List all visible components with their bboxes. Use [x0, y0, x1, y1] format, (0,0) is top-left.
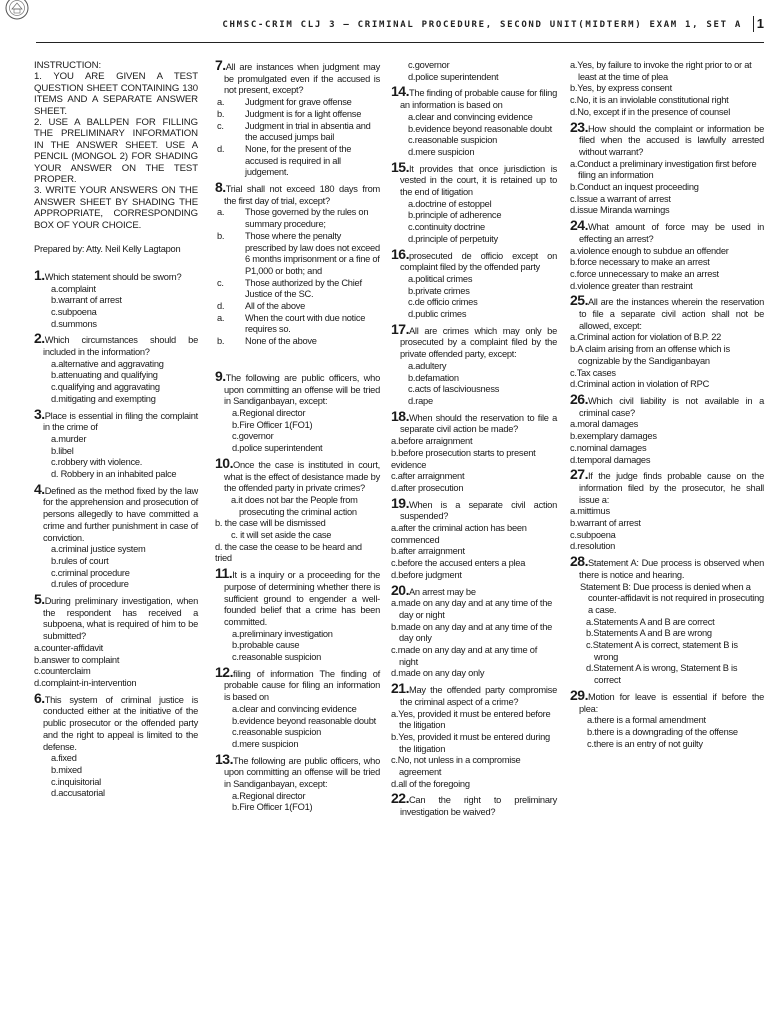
answer-option: b.Yes, provided it must be entered during the litigation [391, 731, 550, 754]
question-stem [391, 494, 557, 523]
answer-option: a.Yes, by failure to invoke the right prior to or at least at the time of plea [570, 60, 752, 82]
option-letter: b. [217, 336, 225, 347]
instruction-line: 1. YOU ARE GIVEN A TEST QUESTION SHEET CONTAINING 130 ITEMS AND A SEPARATE ANSWER SHEET. [34, 71, 198, 117]
answer-option [215, 144, 380, 179]
answer-option: b.force necessary to make an arrest [570, 257, 710, 268]
answer-option: b.defamation [408, 372, 459, 383]
question-stem [215, 179, 380, 207]
question-22-continued [570, 60, 764, 119]
question-text: Trial shall not exceed 180 days from the first day of trial, except? [224, 184, 380, 206]
answer-option: d.summons [51, 318, 97, 329]
question-8 [215, 179, 380, 348]
answer-option: a.political crimes [408, 273, 473, 284]
question-text: All are the instances wherein the reservation to file a separate civil action shall not be allowed, except: [579, 297, 764, 331]
question-number: 2. [34, 330, 45, 347]
question-text: All are instances when judgment may be promulgated even if the accused is not present, except? [224, 62, 380, 96]
answer-option [215, 109, 380, 121]
answer-option: a.Criminal action for violation of B.P. 22 [570, 332, 722, 343]
question-text: Defined as the method fixed by the law for the apprehension and prosecution of persons allegedly to have committed a crime and further punishment in case of conviction. [43, 485, 198, 543]
answer-option: a.made on any day and at any time of the day or night [391, 598, 553, 620]
question-number: 22. [391, 790, 409, 807]
question-stem [215, 565, 380, 629]
answer-option: a.clear and convincing evidence [408, 111, 533, 122]
question-text: It provides that once jurisdiction is vested in the court, it is retained up to the end of litigation [400, 163, 557, 198]
question-number: 1. [34, 266, 45, 283]
answer-option: c.No, it is an inviolable constitutional right [570, 95, 729, 106]
answer-option: b.Fire Officer 1(FO1) [232, 802, 313, 813]
question-stem [391, 83, 557, 111]
instruction-line: 2. USE A BALLPEN FOR FILLING THE PRELIMINARY INFORMATION IN THE ANSWER SHEET. USE A PENCIL (MONGOL 2) FOR SHADING YOUR ANSWER ON THE TEST PROPER. [34, 117, 198, 186]
answer-option: b.Statements A and B are wrong [586, 628, 712, 639]
question-number: 4. [34, 480, 45, 497]
answer-option: c.inquisitorial [51, 776, 101, 787]
answer-option: b.attenuating and qualifying [51, 370, 158, 381]
question-stem [570, 217, 764, 245]
question-text: If the judge finds probable cause on the information filed by the prosecutor, he shall issue a: [579, 471, 764, 505]
answer-option [215, 231, 380, 278]
answer-option: c.Tax cases [570, 367, 616, 378]
answer-option: d. Robbery in an inhabited palce [51, 469, 177, 480]
answer-option: c.continuity doctrine [408, 222, 485, 233]
question-23 [570, 118, 764, 218]
question-stem [34, 689, 198, 754]
answer-option: d.before judgment [391, 569, 462, 580]
answer-option: c.force unnecessary to make an arrest [570, 268, 719, 279]
question-1 [34, 266, 198, 331]
answer-option: d.mere suspicion [232, 738, 299, 749]
question-stem [391, 680, 557, 708]
option-letter: a. [217, 312, 225, 323]
answer-option: d.rape [408, 395, 433, 406]
question-text: The finding of probable cause for filing an information is based on [400, 88, 557, 111]
question-text: All are crimes which may only be prosecuted by a complaint filed by the private offended party, except: [400, 325, 557, 360]
question-12 [215, 663, 380, 751]
question-stem [215, 750, 380, 791]
question-27 [570, 466, 764, 553]
question-number: 24. [570, 217, 588, 234]
question-text: What amount of force may be used in effecting an arrest? [579, 222, 764, 244]
question-number: 13. [215, 750, 233, 767]
answer-option: b.warrant of arrest [570, 518, 641, 529]
answer-option: c.de officio crimes [408, 297, 478, 308]
answer-option: a.clear and convincing evidence [232, 703, 357, 714]
question-text: How should the complaint or information be filed when the accused is lawfully arrested without warrant? [579, 123, 764, 157]
answer-option: d.after prosecution [391, 482, 464, 493]
question-text-second-statement: Statement B: Due process is denied when a counter-affidavit is not required in prosecuting a case. [580, 581, 764, 615]
answer-option: b.A claim arising from an offense which is cognizable by the Sandiganbayan [570, 344, 730, 366]
question-stem [391, 790, 557, 818]
answer-option: b.warrant of arrest [51, 295, 122, 306]
answer-option: a.mittimus [570, 506, 610, 517]
question-number: 12. [215, 663, 233, 680]
answer-option: c.subpoena [51, 306, 97, 317]
question-stem [391, 245, 557, 274]
option-letter: c. [217, 277, 224, 288]
question-16 [391, 245, 557, 321]
answer-option: c.nominal damages [570, 442, 647, 453]
question-stem [570, 466, 764, 506]
question-3 [34, 405, 198, 481]
option-letter: a. [217, 207, 225, 218]
question-stem [34, 330, 198, 358]
question-number: 15. [391, 158, 409, 175]
answer-option: d.complaint-in-intervention [34, 678, 137, 688]
question-6 [34, 689, 198, 800]
answer-option: d.Criminal action in violation of RPC [570, 379, 710, 390]
answer-option: a.murder [51, 433, 87, 444]
answer-option: c.governor [232, 431, 274, 442]
exam-header [36, 14, 764, 43]
question-26 [570, 390, 764, 466]
option-letter: d. [217, 143, 225, 154]
option-text: Those authorized by the Chief Justice of the SC. [245, 277, 362, 300]
question-number: 27. [570, 466, 588, 483]
question-number: 17. [391, 320, 409, 337]
answer-option: b.after arraignment [391, 546, 465, 557]
answer-option [215, 336, 380, 348]
answer-option: a.there is a formal amendment [587, 715, 706, 726]
answer-option: a.fixed [51, 753, 77, 764]
answer-option: b.exemplary damages [570, 431, 657, 442]
answer-option: d.public crimes [408, 309, 467, 320]
option-text: None, for the present of the accused is required in all judgement. [245, 143, 352, 178]
answer-option: a.moral damages [570, 419, 639, 430]
answer-option: d.police superintendent [408, 71, 499, 82]
question-text: May the offended party compromise the criminal aspect of a crime? [400, 685, 557, 707]
answer-option: d.issue Miranda warnings [570, 205, 670, 216]
answer-option: d.Statement A is wrong, Statement B is correct [586, 663, 738, 686]
answer-option: a.it does not bar the People from prosecuting the criminal action [231, 494, 358, 517]
answer-option: c.Issue a warrant of arrest [570, 193, 671, 204]
answer-option [215, 301, 380, 313]
answer-option: a.preliminary investigation [232, 628, 333, 639]
answer-option [215, 313, 380, 336]
answer-option: a.before arraignment [391, 436, 473, 447]
answer-option: c.criminal procedure [51, 567, 130, 578]
question-text: Can the right to preliminary investigation be waived? [400, 795, 557, 818]
option-letter: c. [217, 120, 224, 131]
answer-option: b.answer to complaint [34, 654, 120, 665]
question-text: Which civil liability is not available in a criminal case? [579, 395, 764, 418]
column-2 [215, 57, 380, 817]
answer-option: c.reasonable suspicion [232, 727, 322, 738]
question-20 [391, 581, 557, 681]
question-14 [391, 83, 557, 158]
question-number: 10. [215, 454, 233, 471]
answer-option: c.subpoena [570, 529, 616, 540]
answer-option: d.mitigating and exempting [51, 393, 156, 404]
answer-option: c.acts of lasciviousness [408, 384, 500, 395]
question-stem [391, 581, 557, 599]
question-13 [215, 750, 380, 815]
question-9 [215, 367, 380, 455]
answer-option: c.No, not unless in a compromise agreement [391, 755, 521, 778]
answer-option: d.police superintendent [232, 443, 323, 454]
question-text: This system of criminal justice is conducted either at the initiative of the public prosecutor or the offended party and the right to appeal is limited to the defense. [43, 694, 198, 752]
answer-option: c.Statement A is correct, statement B is wrong [586, 640, 738, 662]
option-letter: b. [217, 108, 225, 119]
question-number: 14. [391, 83, 409, 100]
answer-option: b.libel [51, 445, 74, 456]
question-5 [34, 591, 198, 690]
question-7 [215, 57, 380, 179]
answer-option: b.principle of adherence [408, 210, 502, 221]
question-stem [391, 158, 557, 199]
answer-option: a.alternative and aggravating [51, 358, 164, 369]
option-letter: a. [217, 97, 225, 108]
question-text: Which circumstances should be included in the information? [43, 335, 198, 358]
question-29 [570, 686, 764, 751]
answer-option: b.before prosecution starts to present evidence [391, 447, 536, 470]
prepared-by: Prepared by: Atty. Neil Kelly Lagtapon [34, 244, 181, 255]
answer-option: a.Statements A and B are correct [586, 616, 715, 627]
question-stem [34, 266, 198, 284]
question-text: Which statement should be sworn? [44, 271, 182, 282]
question-text: filing of information The finding of probable cause for filing an information is based on [224, 668, 380, 703]
page-number: 1 [753, 16, 764, 32]
column-3 [391, 60, 557, 822]
question-number: 3. [34, 405, 45, 422]
question-18 [391, 407, 557, 495]
question-stem [34, 405, 198, 434]
column-4 [570, 60, 764, 753]
question-stem [34, 591, 198, 643]
option-text: All of the above [245, 301, 306, 312]
question-text: prosecuted de officio except on complaint filed by the offended party [400, 250, 557, 273]
answer-option: b. the case will be dismissed [215, 518, 326, 529]
answer-option: a.Yes, provided it must be entered before the litigation [391, 708, 551, 731]
question-number: 16. [391, 245, 409, 262]
option-text: Judgment in trial in absentia and the accused jumps bail [245, 120, 371, 143]
option-letter: d. [217, 301, 225, 312]
question-17 [391, 320, 557, 408]
answer-option: a.criminal justice system [51, 544, 146, 555]
option-text: Those governed by the rules on summary procedure; [245, 207, 369, 230]
answer-option: d.made on any day only [391, 668, 485, 679]
answer-option: a.doctrine of estoppel [408, 198, 492, 209]
question-24 [570, 217, 764, 292]
answer-option: c.after arraignment [391, 471, 465, 482]
answer-option: c.governor [408, 60, 450, 70]
question-28 [570, 553, 764, 687]
question-text: Place is essential in filing the complaint in the crime of [43, 410, 198, 433]
question-13-continued [391, 60, 557, 83]
answer-option: a.adultery [408, 360, 447, 371]
question-25 [570, 292, 764, 391]
question-text: It is a inquiry or a proceeding for the purpose of determining whether there is sufficient ground to engender a well-founded belief that a crime has been committed. [224, 570, 380, 627]
question-number: 26. [570, 390, 588, 407]
answer-option: c.there is an entry of not guilty [587, 738, 703, 749]
question-text: Motion for leave is essential if before the plea: [579, 691, 764, 714]
question-number: 8. [215, 179, 226, 196]
answer-option: a.Regional director [232, 790, 306, 801]
question-text: When should the reservation to file a separate civil action be made? [400, 412, 557, 435]
question-number: 20. [391, 581, 409, 598]
answer-option: c.robbery with violence. [51, 457, 143, 468]
question-21 [391, 680, 557, 790]
answer-option: b.Fire Officer 1(FO1) [232, 419, 313, 430]
question-text: The following are public officers, who upon committing an offense will be tried in Sandiganbayan, except: [224, 755, 380, 790]
option-text: Those where the penalty prescribed by law does not exceed 6 months imprisonment or a fine of P1,000 or both; and [245, 230, 380, 276]
question-4 [34, 480, 198, 591]
answer-option: d.rules of procedure [51, 579, 129, 590]
question-stem [570, 292, 764, 332]
question-number: 11. [215, 565, 233, 582]
answer-option: d.violence greater than restraint [570, 280, 693, 291]
question-stem [215, 367, 380, 408]
question-number: 21. [391, 680, 409, 697]
question-number: 25. [570, 292, 588, 309]
answer-option: d.mere suspicion [408, 146, 475, 157]
question-number: 6. [34, 689, 45, 706]
answer-option [215, 97, 380, 109]
answer-option [215, 121, 380, 144]
question-text: When is a separate civil action suspended? [400, 499, 557, 522]
answer-option: c.before the accused enters a plea [391, 558, 526, 569]
answer-option [215, 278, 380, 301]
question-number: 7. [215, 57, 226, 73]
answer-option: b.evidence beyond reasonable doubt [408, 123, 552, 134]
question-number: 23. [570, 118, 588, 135]
instruction-line: 3. WRITE YOUR ANSWERS ON THE ANSWER SHEET BY SHADING THE APPROPRIATE, CORRESPONDING BOX OF YOUR CHOICE. [34, 185, 198, 231]
option-letter: b. [217, 230, 225, 241]
answer-option: b.mixed [51, 764, 82, 775]
answer-option: c.reasonable suspicion [408, 135, 498, 146]
question-22 [391, 790, 557, 818]
question-number: 28. [570, 553, 588, 570]
answer-option: b.private crimes [408, 285, 470, 296]
answer-option: c. it will set aside the case [231, 530, 332, 541]
question-stem [215, 663, 380, 704]
question-text: Once the case is instituted in court, what is the effect of desistance made by the offended party in private crimes? [224, 459, 380, 494]
question-number: 29. [570, 686, 588, 703]
question-text: An arrest may be [408, 586, 476, 597]
answer-option: b.Conduct an inquest proceeding [570, 182, 699, 193]
instructions-block [34, 60, 198, 231]
question-stem [391, 320, 557, 361]
answer-option: b.Yes, by express consent [570, 83, 672, 94]
question-stem [34, 480, 198, 545]
option-text: Judgment for grave offense [245, 97, 352, 108]
option-text: Judgment is for a light offense [245, 108, 362, 119]
answer-option: a.complaint [51, 283, 96, 294]
question-11 [215, 565, 380, 664]
answer-option: a.violence enough to subdue an offender [570, 245, 729, 256]
option-text: None of the above [245, 336, 317, 347]
question-text: The following are public officers, who upon committing an offense will be tried in Sandiganbayan, except: [224, 372, 380, 407]
question-stem [570, 553, 764, 581]
question-text: During preliminary investigation, when the respondent has received a subpoena, what is required of him to be submitted? [43, 596, 198, 642]
question-stem [570, 686, 764, 715]
column-1 [34, 60, 198, 803]
answer-option: b.made on any day and at any time of the day only [391, 621, 553, 644]
answer-option: d.resolution [570, 541, 616, 552]
answer-option: b.rules of court [51, 555, 109, 566]
option-text: When the court with due notice requires so. [245, 312, 366, 335]
answer-option: d.principle of perpetuity [408, 233, 498, 244]
question-number: 19. [391, 494, 409, 511]
exam-title: CHMSC-CRIM CLJ 3 – CRIMINAL PROCEDURE, SECOND UNIT(MIDTERM) EXAM 1, SET A [222, 20, 742, 30]
answer-option: a.counter-affidavit [34, 642, 103, 653]
answer-option: c.made on any day and at any time of night [391, 645, 538, 667]
question-text: Statement A: Due process is observed when there is notice and hearing. [579, 558, 764, 580]
question-2 [34, 330, 198, 405]
question-number: 18. [391, 407, 409, 424]
answer-option: d.accusatorial [51, 788, 105, 799]
answer-option [215, 207, 380, 230]
school-seal-logo [4, 0, 30, 24]
question-stem [215, 57, 380, 97]
question-10 [215, 454, 380, 565]
answer-option: c.qualifying and aggravating [51, 382, 160, 393]
answer-option: a.after the criminal action has been commenced [391, 523, 527, 545]
question-number: 5. [34, 591, 45, 608]
answer-option: d. the case the cease to be heard and tried [215, 541, 362, 564]
answer-option: d.temporal damages [570, 454, 651, 465]
answer-option: b.evidence beyond reasonable doubt [232, 715, 376, 726]
question-stem [570, 390, 764, 419]
answer-option: a.Regional director [232, 407, 306, 418]
answer-option: d.all of the foregoing [391, 778, 470, 789]
answer-option: c.reasonable suspicion [232, 652, 322, 663]
answer-option: d.No, except if in the presence of counsel [570, 106, 731, 117]
answer-option: b.probable cause [232, 640, 300, 651]
answer-option: a.Conduct a preliminary investigation first before filing an information [570, 158, 757, 181]
question-number: 9. [215, 367, 226, 384]
question-stem [570, 118, 764, 159]
answer-option: b.there is a downgrading of the offense [587, 726, 738, 737]
instruction-line: INSTRUCTION: [34, 60, 102, 71]
answer-option: c.counterclaim [34, 666, 91, 677]
question-stem [391, 407, 557, 436]
question-stem [215, 454, 380, 495]
question-19 [391, 494, 557, 582]
question-15 [391, 158, 557, 246]
